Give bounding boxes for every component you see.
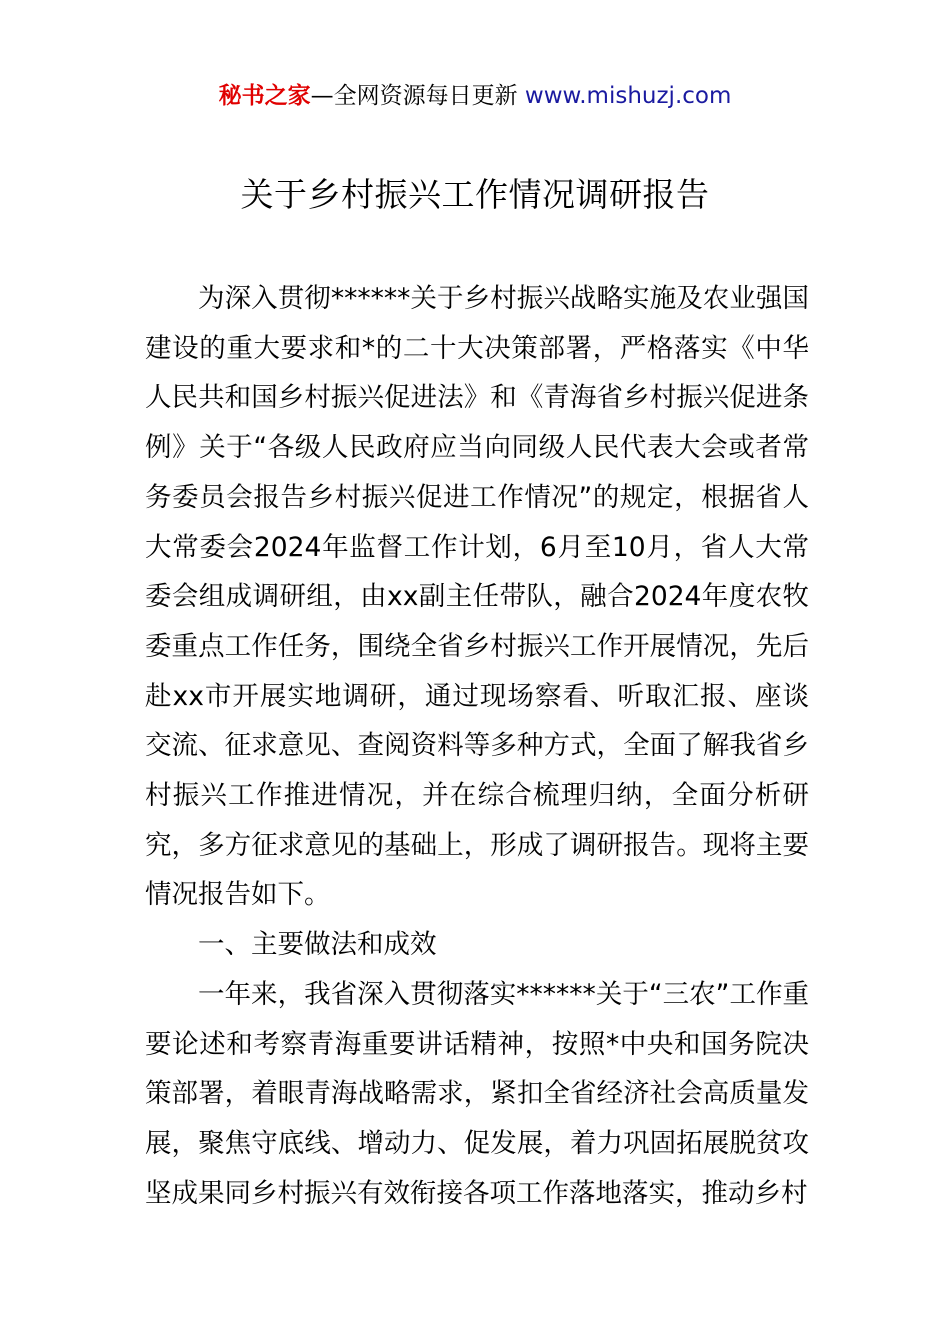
document-body (145, 274, 809, 1218)
paragraph-section-one: 一年来，我省深入贯彻落实******关于“三农”工作重要论述和考察青海重要讲话精神，按照*中央和国务院决策部署，着眼青海战略需求，紧扣全省经济社会高质量发展，聚焦守底线、增动力、促发展，着力巩固拓展脱贫攻坚成果同乡村振兴有效衔接各项工作落地落实，推动乡村 (145, 978, 809, 1209)
section-heading: 一、主要做法和成效 (198, 929, 437, 961)
site-banner (0, 80, 950, 112)
document-title: 关于乡村振兴工作情况调研报告 (240, 175, 710, 214)
brand-name: 秘书之家 (218, 83, 311, 109)
paragraph-intro: 为深入贯彻******关于乡村振兴战略实施及农业强国建设的重大要求和*的二十大决策部署，严格落实《中华人民共和国乡村振兴促进法》和《青海省乡村振兴促进条例》关于“各级人民政府应当向同级人民代表大会或者常务委员会报告乡村振兴促进工作情况”的规定，根据省人大常委会2024年监督工作计划，6月至10月，省人大常委会组成调研组，由xx副主任带队，融合2024年度农牧委重点工作任务，围绕全省乡村振兴工作开展情况，先后赴xx市开展实地调研，通过现场察看、听取汇报、座谈交流、征求意见、查阅资料等多种方式，全面了解我省乡村振兴工作推进情况，并在综合梳理归纳，全面分析研究，多方征求意见的基础上，形成了调研报告。现将主要情况报告如下。 (145, 283, 809, 911)
site-url-link[interactable]: www.mishuzj.com (524, 83, 732, 109)
banner-tagline: —全网资源每日更新 (310, 83, 518, 109)
